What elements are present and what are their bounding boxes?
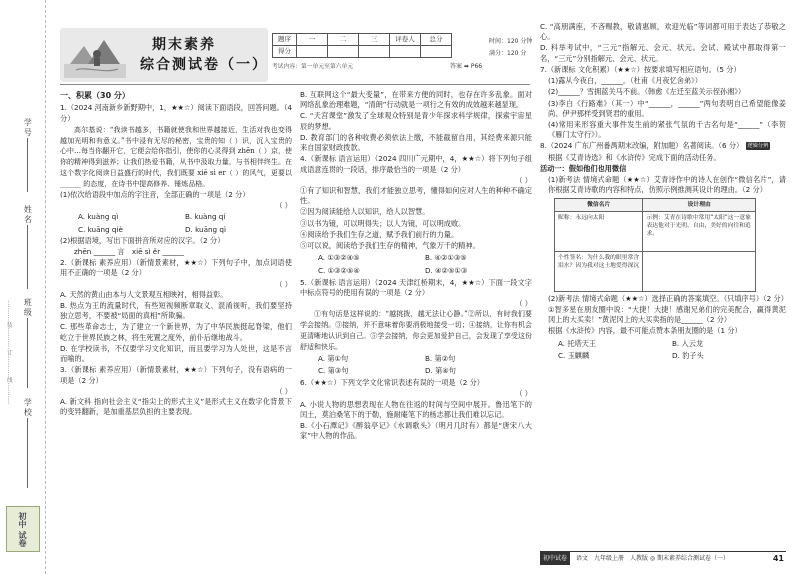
column-2: [300, 90, 532, 443]
title-line-1: 期末素养: [152, 37, 216, 53]
binding-margin: [0, 0, 46, 574]
option-c[interactable]: C. 第③句: [318, 365, 349, 375]
header-divider: [60, 84, 530, 85]
option-a[interactable]: A. kuàng qì: [78, 212, 119, 222]
page-footer: [540, 551, 786, 565]
score-input-cell[interactable]: [390, 46, 421, 58]
q8-sub2: (2)新考法 情境式命题（★★☆）选择正确的答案填空。（只填序号）（2 分）: [548, 293, 788, 303]
q8-intro: 根据《艾青诗选》和《水浒传》完成下面的活动任务。: [548, 152, 721, 162]
table-header: 设计理由: [643, 198, 756, 211]
series-logo: 初中 试卷: [6, 506, 40, 552]
margin-label-student-id: 学号: [23, 118, 33, 138]
option-d[interactable]: D. 豹子头: [672, 350, 704, 360]
q2-option-d[interactable]: D. 在学校读书，不仅要学习文化知识，而且要学习为人处世，这是不言而喻的。: [60, 343, 292, 364]
margin-label-class: 班级: [23, 298, 33, 318]
margin-cut-note: …………装…………订…………线…………: [5, 300, 12, 405]
table-cell: 昵称：永远向太阳: [555, 211, 643, 251]
option-a[interactable]: A. ①③②④⑤: [318, 253, 360, 263]
q7-item[interactable]: (1)露从今夜白，______。（杜甫《月夜忆舍弟》）: [548, 76, 702, 86]
q4-sentence: ④阅读给予我们生存之道，赋予我们前行的力量。: [300, 229, 459, 239]
q1-stem: 1.（2024 河南新乡新野期中，1，★★☆）阅读下面语段，回答问题。（4 分）: [60, 103, 293, 123]
q2-option-a[interactable]: A. 天然的黄山由本与人文景观互相映衬，相得益彰。: [60, 289, 228, 299]
q7-item[interactable]: (2)______？雪拥蓝关马不前。（韩愈《左迁至蓝关示侄孙湘》）: [548, 87, 746, 97]
score-cell: 三: [359, 34, 390, 46]
score-cell: 题序: [273, 34, 297, 46]
column-1: [60, 90, 292, 418]
footer-label: 初中试卷: [540, 552, 570, 565]
exam-scope: 考试内容：第一单元至第六单元: [272, 64, 354, 70]
wechat-card-table: [554, 198, 756, 292]
q3-option-c[interactable]: C. “天宫课堂”激发了全球观众特别是青少年探求科学规律，探索宇宙星辰的梦想。: [300, 111, 532, 131]
score-cell: 二: [328, 34, 359, 46]
q6-option-c[interactable]: C. “高朋满座，不吝赐教，敬请惠顾，欢迎光临”等词都可用于表达了恭敬之心。: [540, 22, 786, 42]
q1-sub2: (2)根据语境，写出下面拼音所对应的汉字。（2 分）: [60, 235, 225, 245]
score-input-cell[interactable]: [421, 46, 452, 58]
q4-options: [300, 252, 532, 276]
exam-time-info: [489, 36, 532, 60]
q4-stem: 4.（新课标 语言运用）（2024 四川广元期中，4，★★☆）将下列句子组成语意连贯的一段话，排序最恰当的一项是（2 分）: [300, 154, 532, 174]
score-input-cell[interactable]: [297, 46, 328, 58]
section-heading: 一、积累（30 分）: [60, 91, 130, 100]
q3-stem: 3.（新课标 素养应用）（新情景素材，★★☆）下列句子，没有语病的一项是（2 分）: [60, 365, 292, 385]
option-d[interactable]: D. ④②⑤①③: [425, 265, 468, 275]
q1-passage: 高尔基说：“我读书越多，书籍就使我和世界越接近，生活对我也变得越加光明和有意义。”书中浸有无尽的秘密，宝贵的知（ ）识，沉入宝贵的心中…每当你翻开它，它便会给你指引，使你的心灵得到 zhēn（ ）京，使你的精神得到滋养；让我们热爱书籍，从书中汲取力量，与书相伴终生。在这个数字化阅读日益盛行的时代，我们既要 xiē sì er（ ）的风气，更要以 ______ 的态度，在诗书中提高修养、锤炼品格。: [60, 125, 292, 189]
q5-passage: ①有句话是这样说的：“越挑拨，越无法让心静。”②所以，有时我们要学会接纳。③接纳，并不意味着你要消极地接受一切；④接纳，让你有机会更清晰地认识到自己。⑤学会接纳，你会更加爱护自己，会发现了享受这份舒适和快乐。: [300, 310, 532, 351]
score-cell: 总分: [421, 34, 452, 46]
q8-activity: 活动一：假如他们也用微信: [540, 163, 627, 173]
margin-label-name: 姓名: [23, 205, 33, 225]
page-number: 41: [772, 554, 784, 563]
q4-sentence: ②因为阅读能给人以知识，给人以智慧。: [300, 207, 430, 217]
score-table: [272, 33, 452, 58]
margin-line: [27, 138, 28, 192]
q8-stem: [540, 141, 786, 151]
score-cell: 得分: [273, 46, 297, 58]
answer-paren[interactable]: （ ）: [275, 386, 292, 396]
q8-stem-text: 8.（2024 广东广州番禺期末改编，附加题）名著阅读。（6 分）: [540, 141, 744, 151]
option-b[interactable]: B. 入云龙: [672, 338, 704, 348]
margin-label-school: 学校: [23, 398, 33, 418]
q1-sub2-blanks[interactable]: zhēn ______ 言 xiē sì ěr ______: [74, 246, 185, 256]
q7-item[interactable]: (3)李白《行路难》（其一）中“______，______”两句表明自己希望能像姜尚、伊尹那样受到贤君的重用。: [548, 98, 786, 118]
table-cell: 示例：艾青在诗歌中常用“太阳”这一意象表达他对于光明、自由、美好的向往和追求。: [643, 211, 756, 251]
table-cell: 个性签名：为什么我的眼里常含泪水？因为我对这土地爱得深沉: [555, 251, 643, 291]
score-cell: 评卷人: [390, 34, 421, 46]
exam-time: 时间：120 分钟: [489, 38, 533, 45]
table-header: 微信名片: [555, 198, 643, 211]
q6-stem: 6.（★★☆）下列文学文化常识表述有误的一项是（2 分）: [300, 378, 484, 388]
option-a[interactable]: A. 第①句: [318, 353, 349, 363]
scholar-illustration-icon: [64, 34, 126, 78]
q1-sub1: (1)依次给语段中加点的字注音，全部正确的一项是（2 分）: [60, 189, 250, 199]
option-d[interactable]: D. 第④句: [425, 365, 456, 375]
q4-sentence: ⑤可以说，阅读给予我们生存的精神，气象万千的精神。: [300, 241, 480, 251]
q6-option-d[interactable]: D. 科举考试中，“三元”指解元、会元、状元。会试、殿试中都取得第一名，“三元”分别指解元、会元、状元。: [540, 43, 786, 63]
exam-full-score: 满分：120 分: [489, 50, 527, 57]
q6-option-b[interactable]: B.《小石潭记》《醉翁亭记》《水调歌头》（明月几时有）都是“唐宋八大家”中人物的作品。: [300, 421, 532, 441]
option-b[interactable]: B. 第②句: [425, 353, 456, 363]
q5-options: [300, 353, 532, 377]
option-b[interactable]: B. ④②①③⑤: [425, 253, 467, 263]
option-c[interactable]: C. ①③②⑤④: [318, 265, 360, 275]
option-a[interactable]: A. 托塔天王: [558, 338, 597, 348]
answer-paren[interactable]: （ ）: [515, 175, 532, 185]
answer-cell[interactable]: [643, 251, 756, 291]
margin-line: [27, 418, 28, 488]
answer-paren[interactable]: （ ）: [515, 299, 532, 309]
q7-stem: 7.（新课标 文化积累）（★★☆）按要求填写相应语句。（5 分）: [540, 64, 741, 74]
q2-stem: 2.（新课标 素养应用）（新情景素材，★★☆）下列句子中，加点词语使用不正确的一项是（2 分）: [60, 258, 292, 278]
q8-sub2-text2: 根据《水浒传》内容，最不可能点赞本条朋友圈的是（1 分）: [548, 326, 742, 336]
answer-paren[interactable]: （ ）: [275, 201, 292, 211]
option-c[interactable]: C. kuāng qiè: [78, 224, 123, 234]
q8-tag: 逻辑分辨: [747, 143, 769, 150]
q2-option-c[interactable]: C. 那些革命志士，为了建立一个新世界，为了中华民族挺起脊梁，他们屹立于世界民族之林，将生死置之度外，前仆后继地战斗。: [60, 322, 292, 342]
q1-options: [60, 211, 292, 235]
q4-sentence: ③以书为镜，可以明得失；以人为镜，可以明成败。: [300, 218, 466, 228]
score-input-cell[interactable]: [359, 46, 390, 58]
score-cell: 一: [297, 34, 328, 46]
q4-sentence: ①有了知识和智慧，我们才能独立思考，懂得如何应对人生的种种不确定性。: [300, 185, 532, 206]
q7-item[interactable]: (4)常用来形容重大事件发生前的紧张气氛的千古名句是“______”（李贺《雁门太守行》）。: [548, 119, 786, 140]
q8-options: [540, 338, 786, 362]
title-line-2: 综合测试卷（一）: [140, 57, 268, 73]
q2-option-b[interactable]: B. 热点为王的流量时代，有些短视频断章取义、混淆视听，我们要坚持独立思考，不要被“局面的真相”所欺骗。: [60, 301, 292, 321]
answer-paren[interactable]: （ ）: [515, 389, 532, 399]
q6-option-a[interactable]: A. 小说人物的思想表现在人物在往返的时间与空间中展开。鲁迅笔下的闰土，莫泊桑笔下的于勒，施耐庵笔下的杨志都让我们难以忘记。: [300, 399, 532, 419]
footer-info: 语文 九年级上册 人教版 ◎ 期末素养综合测试卷（一）: [575, 555, 729, 562]
title-banner: [60, 28, 268, 82]
option-b[interactable]: B. kuàng qí: [185, 212, 226, 222]
q3-option-b[interactable]: B. 互联网这个“最大变量”，在带来方便的同时，也存在许多乱象。面对网络乱象治理难题，“清朗”行动就是一项行之有效的成效越来越显现。: [300, 90, 532, 110]
q8-sub1: (1)新考法 情境式命题（★★☆）艾青诗作中的诗人在创作“微信名片”，请你根据艾青诗歌的内容和特点，仿照示例推测其设计的理由。（2 分）: [548, 175, 786, 195]
q8-sub2-text[interactable]: ①智多星在朋友圈中说：“大捷！大捷！感谢兄弟们的完美配合，赢得黄泥冈上的大买卖！”黄泥冈上的大买卖指的是______（2 分）: [548, 304, 786, 325]
q3-option-d[interactable]: D. 教育部门的各种收费必须依法上缴，不能截留自用，其经费来源只能来自国家财政拨款。: [300, 132, 532, 153]
score-input-cell[interactable]: [328, 46, 359, 58]
margin-line: [27, 318, 28, 388]
q5-stem: 5.（新课标 语言运用）（2024 天津红桥期末，4，★★☆）下面一段文字中标点符号的使用有误的一项是（2 分）: [300, 277, 532, 297]
option-d[interactable]: D. kuāng qì: [185, 224, 226, 234]
answer-paren[interactable]: （ ）: [275, 279, 292, 289]
column-3: [540, 22, 786, 362]
q3-option-a[interactable]: A. 新文科 指向社会主义“指尖上的形式主义”是形式主义在数字化背景下的变异翻新，是加重基层负担的主要表现。: [60, 397, 292, 417]
option-c[interactable]: C. 玉麒麟: [558, 350, 590, 360]
margin-line: [27, 225, 28, 289]
answer-page-ref: 答案 ➡ P66: [450, 63, 483, 70]
